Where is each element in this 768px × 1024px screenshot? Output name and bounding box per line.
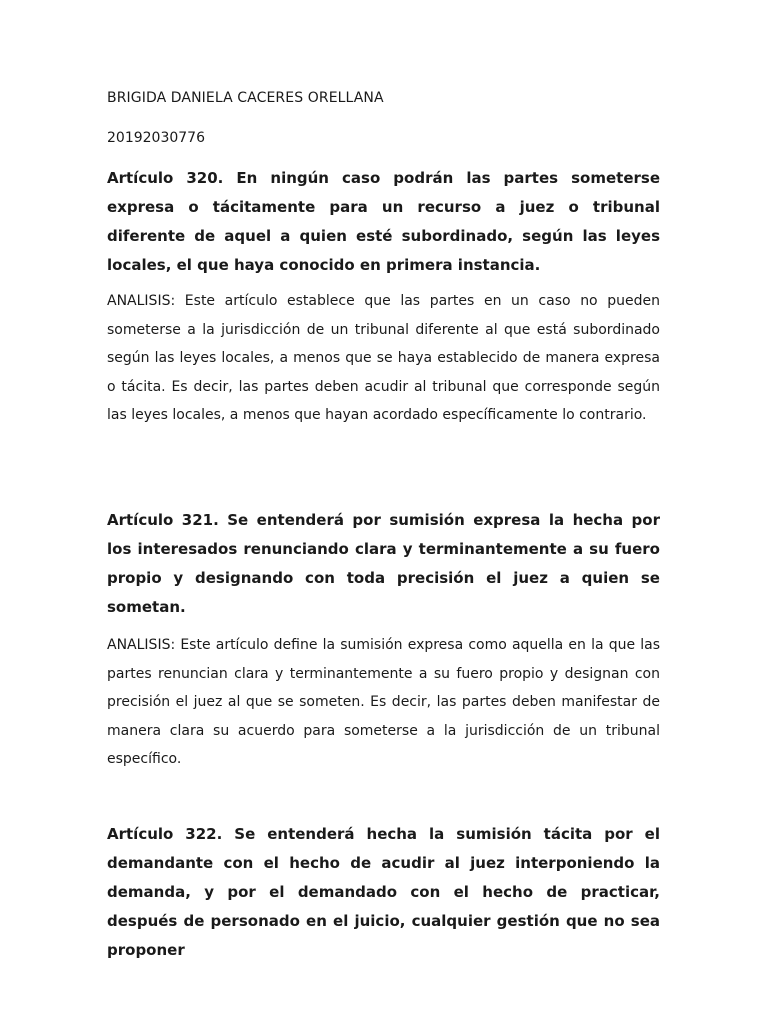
article-320: Artículo 320. En ningún caso podrán las partes someterse expresa o tácitamente para un recurso a juez o tribunal diferente de aquel a quien esté subordinado, según las leyes locales, el que haya conocido en primera instancia.	[107, 169, 660, 274]
author-name: BRIGIDA DANIELA CACERES ORELLANA	[107, 90, 384, 106]
article-321: Artículo 321. Se entenderá por sumisión expresa la hecha por los interesados renunciando clara y terminantemente a su fuero propio y designando con toda precisión el juez a quien se sometan.	[107, 511, 660, 616]
student-id: 20192030776	[107, 130, 205, 146]
article-322: Artículo 322. Se entenderá hecha la sumisión tácita por el demandante con el hecho de acudir al juez interponiendo la demanda, y por el demandado con el hecho de practicar, después de personado en el juicio, cualquier gestión que no sea proponer	[107, 825, 660, 959]
analysis-321: ANALISIS: Este artículo define la sumisión expresa como aquella en la que las partes renuncian clara y terminantemente a su fuero propio y designan con precisión el juez al que se someten. Es decir, las partes deben manifestar de manera clara su acuerdo para someterse a la jurisdicción de un tribunal específico.	[107, 637, 660, 767]
analysis-320: ANALISIS: Este artículo establece que las partes en un caso no pueden someterse a la jurisdicción de un tribunal diferente al que está subordinado según las leyes locales, a menos que se haya establecido de manera expresa o tácita. Es decir, las partes deben acudir al tribunal que corresponde según las leyes locales, a menos que hayan acordado específicamente lo contrario.	[107, 293, 660, 423]
